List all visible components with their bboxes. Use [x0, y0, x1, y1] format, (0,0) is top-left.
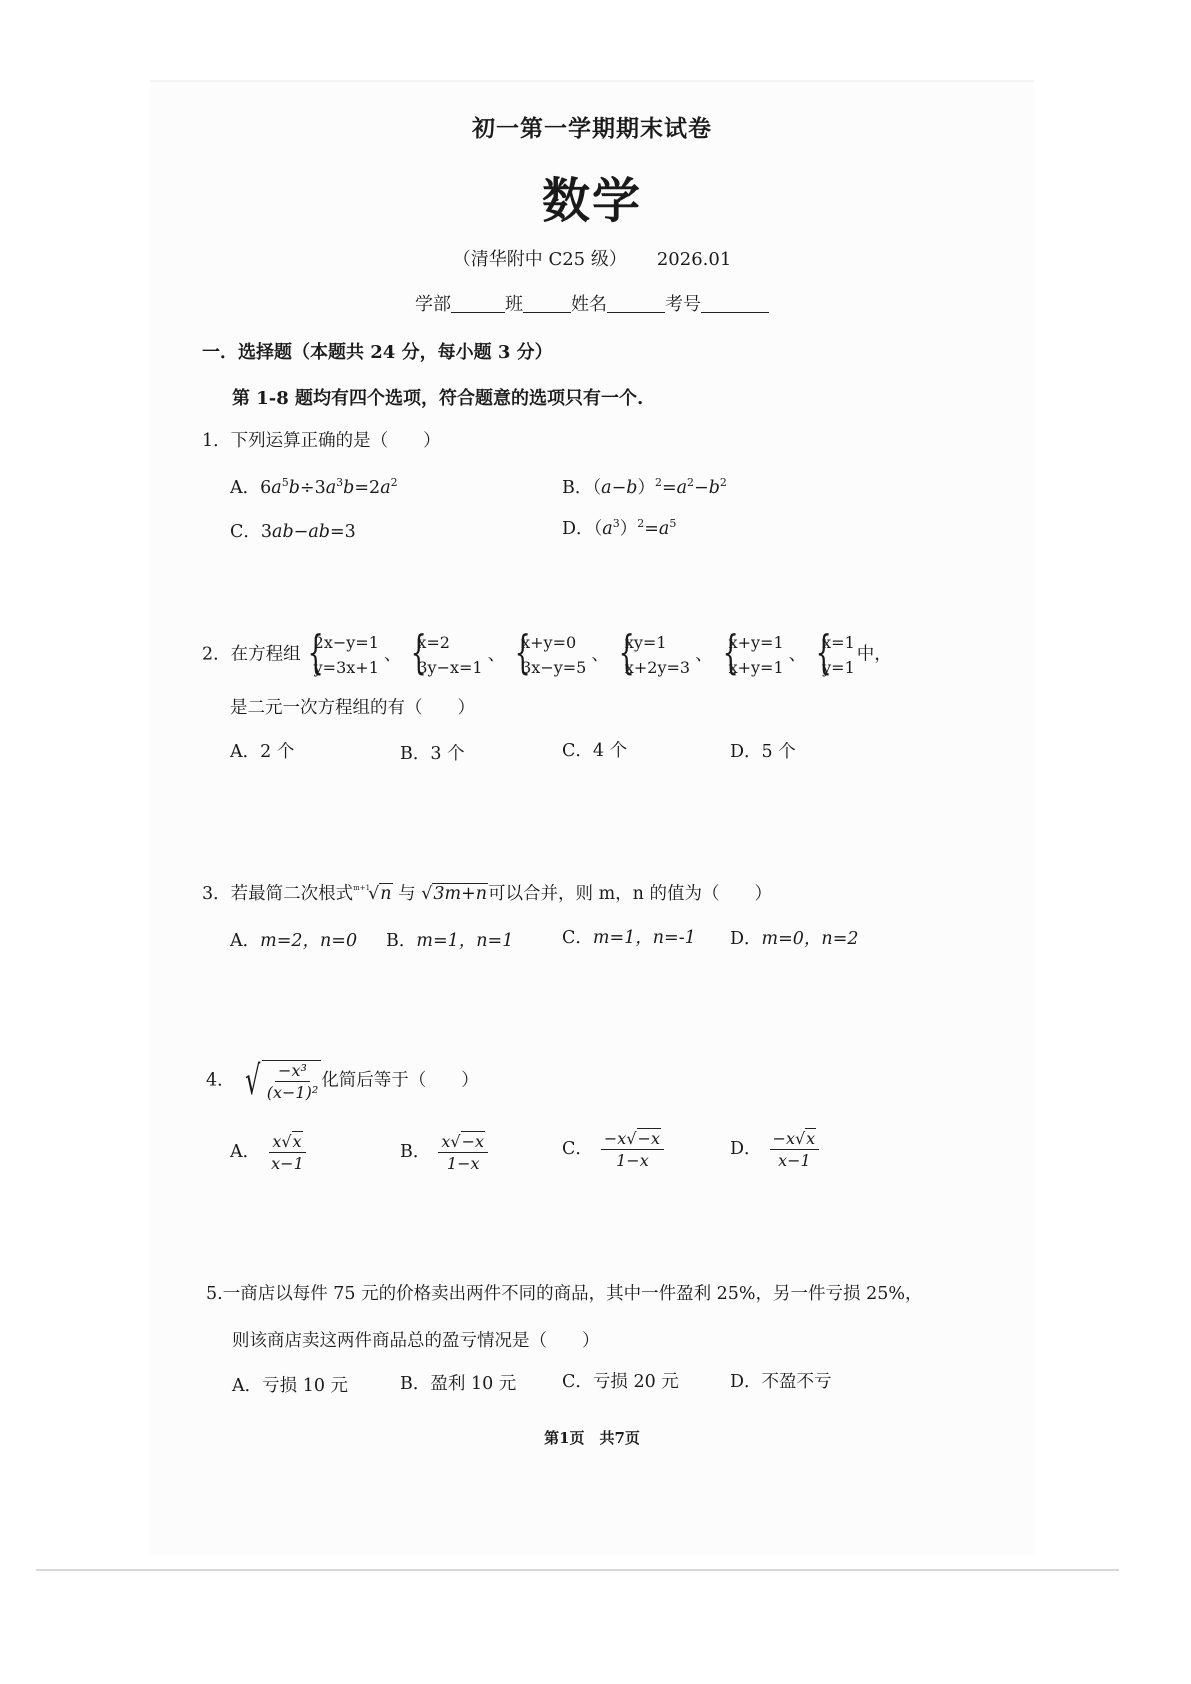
question-number: 3．: [202, 884, 231, 904]
question-text-suffix: 中，: [856, 644, 892, 665]
radical-1-body: n: [380, 884, 392, 904]
question-4-option-d[interactable]: D． $\frac{-x√x}{x-1}$: [730, 1129, 819, 1170]
exam-number-blank[interactable]: [701, 294, 769, 313]
question-3-option-c[interactable]: C．m=1，n=-1: [562, 928, 696, 948]
exam-title: 初一第一学期期末试卷: [472, 115, 712, 142]
radical-index: m+1: [353, 884, 371, 892]
square-root-expression: √ $\frac{\text{−x³}}{\text{(x−1)²}}$: [240, 1060, 321, 1102]
equation-system-1: { 2x−y=1 y=3x+1: [303, 630, 379, 680]
name-blank[interactable]: [607, 294, 665, 313]
question-5-option-a[interactable]: A．亏损 10 元: [232, 1376, 349, 1396]
equation-system-2: { x=2 3y−x=1: [406, 630, 482, 680]
question-5-option-b[interactable]: B．盈利 10 元: [400, 1374, 517, 1394]
question-number: 2．: [202, 644, 231, 665]
exam-date: 2026.01: [656, 249, 732, 270]
question-3-option-d[interactable]: D．m=0，n=2: [730, 929, 859, 949]
school-name: （清华附中 C25 级）: [452, 249, 627, 270]
question-1-option-c[interactable]: C．3ab−ab=3: [230, 522, 356, 542]
section-title: 一．选择题（本题共 24 分，每小题 3 分）: [202, 342, 553, 363]
question-2-option-c[interactable]: C．4 个: [562, 741, 628, 761]
equation-system-5: { x+y=1 x+y=1: [718, 630, 784, 680]
question-4-option-c[interactable]: C． $\frac{-x√-x}{1-x}$: [562, 1129, 664, 1170]
question-3-option-a[interactable]: A．m=2，n=0: [230, 931, 358, 951]
question-number: 1．: [202, 431, 231, 451]
department-blank[interactable]: [451, 294, 505, 313]
question-5-stem: [206, 1280, 923, 1305]
question-1-option-a[interactable]: A．$6a^5b\div 3a^3b=2a^2$: [230, 476, 398, 498]
field-label-exam-number: 考号: [665, 294, 701, 315]
field-label-department: 学部: [415, 294, 451, 315]
question-3-stem: 3．若最简二次根式$^{m+1}$√n 与 √3m+n可以合并，则 m，n 的值为（ ）: [202, 884, 773, 904]
question-4-option-b[interactable]: B． $\frac{x√-x}{1-x}$: [400, 1132, 488, 1173]
question-2-option-a[interactable]: A．2 个: [230, 742, 295, 762]
question-5-stem-line2: 则该商店卖这两件商品总的盈亏情况是（ ）: [232, 1331, 600, 1351]
option-label: C．: [230, 522, 261, 542]
subject-title: 数学: [541, 173, 642, 229]
option-label: B．: [562, 478, 593, 498]
question-text: 化简后等于（ ）: [321, 1070, 479, 1091]
equation-system-6: { x=1 y=1: [811, 630, 855, 680]
question-5-option-c[interactable]: C．亏损 20 元: [562, 1372, 679, 1392]
question-5-option-d[interactable]: D．不盈不亏: [730, 1372, 832, 1392]
question-2-option-b[interactable]: B．3 个: [400, 744, 465, 764]
page-number: 第1页 共7页: [544, 1429, 640, 1447]
question-4-option-a[interactable]: A． $\frac{x√x}{x-1}$: [230, 1132, 304, 1173]
question-text: 一商店以每件 75 元的价格卖出两件不同的商品，其中一件盈利 25%，另一件亏损 25%，: [222, 1284, 923, 1304]
radical-2-body: 3m+n: [433, 884, 488, 904]
question-2-stem-line2: 是二元一次方程组的有（ ）: [230, 698, 475, 718]
field-label-name: 姓名: [571, 294, 607, 315]
exam-paper: [150, 80, 1034, 1555]
question-text: 下列运算正确的是（ ）: [230, 431, 441, 451]
question-4-stem: [206, 1060, 479, 1102]
equation-system-3: { x+y=0 3x−y=5: [510, 630, 586, 680]
question-number: 5.: [206, 1284, 223, 1304]
question-text: 在方程组: [230, 644, 301, 665]
question-2-option-d[interactable]: D．5 个: [730, 742, 796, 762]
question-2-stem: 2．在方程组 { 2x−y=1 y=3x+1 、 { x=2 3y−x=1 、 { x+y=0 3x−y=5 、 { xy=1 x+2y=3 、 { x+y=1 x+y=1 、 { x=1 y=1 中，: [202, 630, 892, 680]
question-number: 4．: [206, 1070, 235, 1091]
page-divider: [36, 1569, 1119, 1571]
school-line: [150, 245, 1034, 271]
option-label: A．: [230, 478, 261, 498]
option-label: D．: [562, 519, 594, 539]
section-note: 第 1-8 题均有四个选项，符合题意的选项只有一个.: [232, 388, 644, 409]
question-1-option-d[interactable]: D．$(a^3)^2=a^5$: [562, 517, 677, 539]
class-blank[interactable]: [523, 294, 571, 313]
equation-system-4: { xy=1 x+2y=3: [614, 630, 690, 680]
student-info-line: [150, 290, 1034, 316]
field-label-class: 班: [505, 294, 523, 315]
question-1-option-b[interactable]: B．$(a-b)^2=a^2-b^2$: [562, 476, 727, 498]
question-1-stem: [202, 427, 441, 452]
question-3-option-b[interactable]: B．m=1，n=1: [386, 931, 514, 951]
